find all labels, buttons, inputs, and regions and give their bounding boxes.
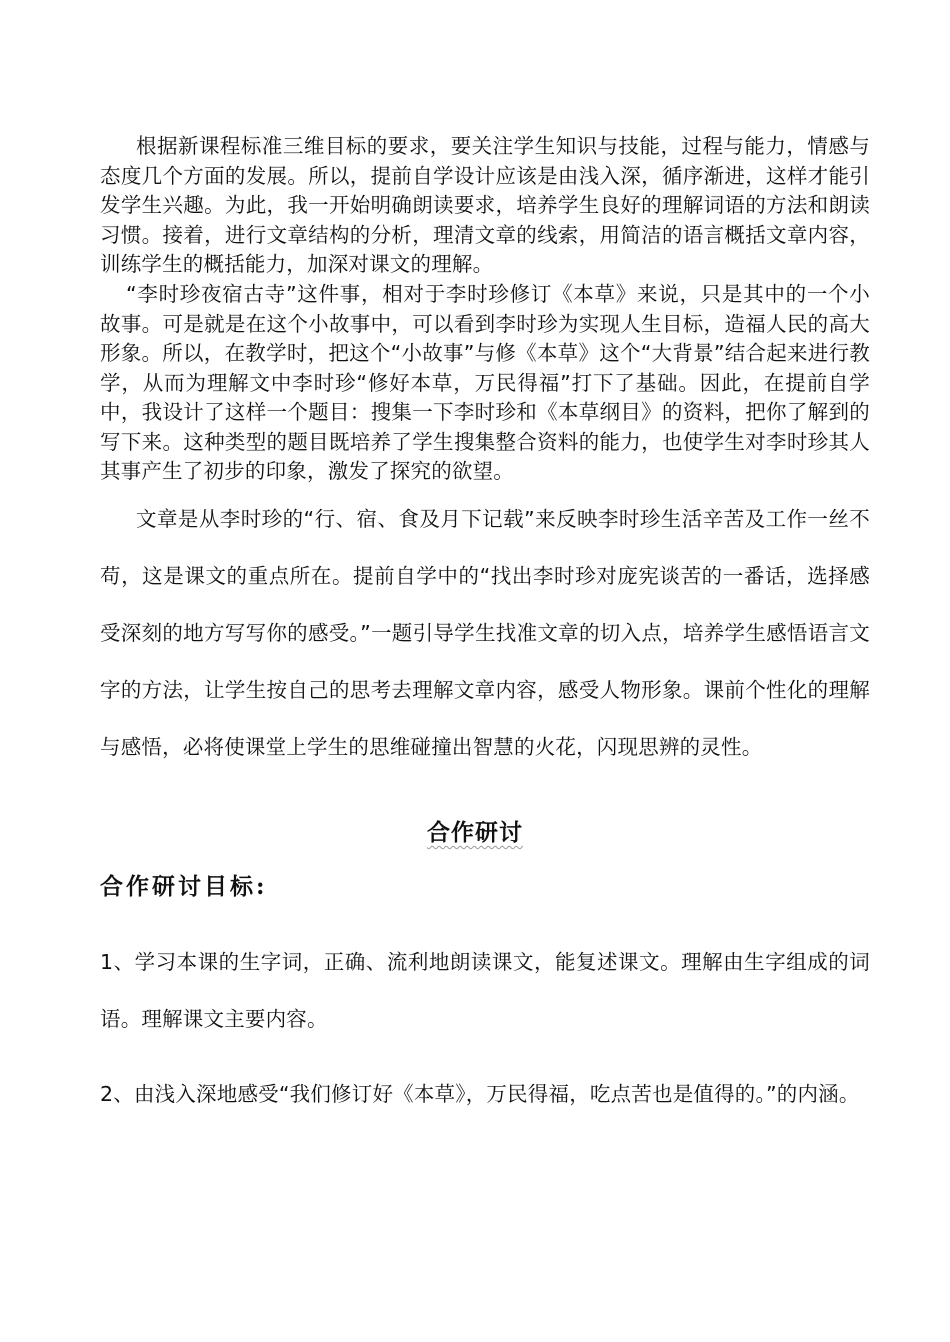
goal-item-2: 2、由浅入深地感受“我们修订好《本草》，万民得福，吃点苦也是值得的。”的内涵。 <box>100 1082 860 1106</box>
paragraph-key-points: 文章是从李时珍的“行、宿、食及月下记载”来反映李时珍生活辛苦及工作一丝不苟，这是课文的重点所在。提前自学中的“找出李时珍对庞宪谈苦的一番话，选择感受深刻的地方写写你的感受。”一题引导学生找准文章的切入点，培养学生感悟语言文字的方法，让学生按自己的思考去理解文章内容，感受人物形象。课前个性化的理解与感悟，必将使课堂上学生的思维碰撞出智慧的火花，闪现思辨的灵性。 <box>100 507 870 759</box>
goal-heading: 合作研讨目标: <box>100 873 268 900</box>
section-title <box>0 818 950 848</box>
goal-item-1: 1、学习本课的生字词，正确、流利地朗读课文，能复述课文。理解由生字组成的词语。理解课文主要内容。 <box>100 950 870 1031</box>
paragraph-story-context: “李时珍夜宿古寺”这件事，相对于李时珍修订《本草》来说，只是其中的一个小故事。可是就是在这个小故事中，可以看到李时珍为实现人生目标，造福人民的高大形象。所以，在教学时，把这个“小故事”与修《本草》这个“大背景”结合起来进行教学，从而为理解文中李时珍“修好本草，万民得福”打下了基础。因此，在提前自学中，我设计了这样一个题目：搜集一下李时珍和《本草纲目》的资料，把你了解到的写下来。这种类型的题目既培养了学生搜集整合资料的能力，也使学生对李时珍其人其事产生了初步的印象，激发了探究的欲望。 <box>100 282 870 483</box>
paragraph-goals-intro: 根据新课程标准三维目标的要求，要关注学生知识与技能，过程与能力，情感与态度几个方面的发展。所以，提前自学设计应该是由浅入深，循序渐进，这样才能引发学生兴趣。为此，我一开始明确朗读要求，培养学生良好的理解词语的方法和朗读习惯。接着，进行文章结构的分析，理清文章的线索，用简洁的语言概括文章内容，训练学生的概括能力，加深对课文的理解。 <box>100 134 870 276</box>
section-title-text: 合作研讨 <box>427 819 523 846</box>
